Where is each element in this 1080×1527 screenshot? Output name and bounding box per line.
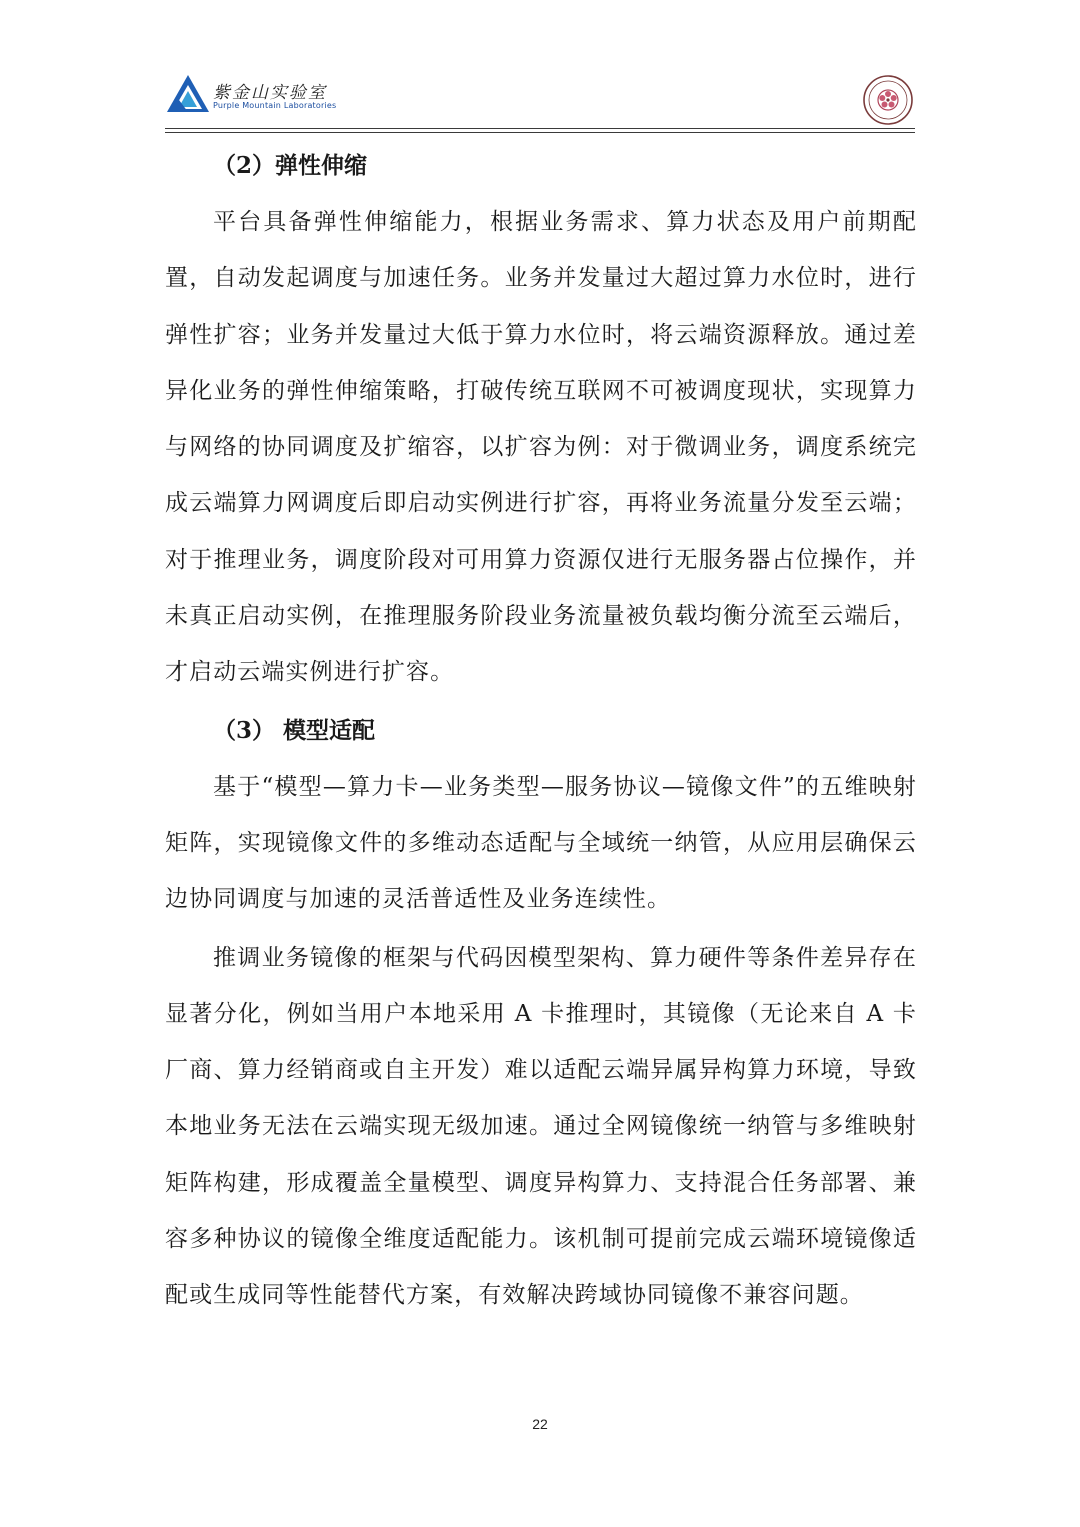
- page-number: 22: [532, 1416, 548, 1432]
- mountain-logo-icon: [165, 72, 211, 116]
- lab-logo: [165, 72, 355, 122]
- paragraph: 基于“模型—算力卡—业务类型—服务协议—镜像文件”的五维映射矩阵，实现镜像文件的多维动态适配与全域统一纳管，从应用层确保云边协同调度与加速的灵活普适性及业务连续性。: [165, 773, 917, 913]
- header-divider: [165, 128, 915, 129]
- page-header: [0, 0, 1080, 130]
- paragraph: 平台具备弹性伸缩能力，根据业务需求、算力状态及用户前期配置，自动发起调度与加速任务。业务并发量过大超过算力水位时，进行弹性扩容；业务并发量过大低于算力水位时，将云端资源释放。通过差异化业务的弹性伸缩策略，打破传统互联网不可被调度现状，实现算力与网络的协同调度及扩缩容，以扩容为例：对于微调业务，调度系统完成云端算力网调度后即启动实例进行扩容，再将业务流量分发至云端；对于推理业务，调度阶段对可用算力资源仅进行无服务器占位操作，并未真正启动实例，在推理服务阶段业务流量被负载均衡分流至云端后，才启动云端实例进行扩容。: [165, 209, 917, 686]
- logo-english-name: Purple Mountain Laboratories: [213, 101, 337, 110]
- section-heading-model-adaptation: （3） 模型适配: [213, 716, 376, 744]
- circular-seal-icon: [862, 74, 914, 126]
- section-heading-elastic-scaling: （2）弹性伸缩: [213, 152, 368, 179]
- logo-chinese-name: 紫金山实验室: [213, 83, 327, 103]
- paragraph: 推调业务镜像的框架与代码因模型架构、算力硬件等条件差异存在显著分化，例如当用户本地采用 A 卡推理时，其镜像（无论来自 A 卡厂商、算力经销商或自主开发）难以适配云端异属异构算力环境，导致本地业务无法在云端实现无级加速。通过全网镜像统一纳管与多维映射矩阵构建，形成覆盖全量模型、调度异构算力、支持混合任务部署、兼容多种协议的镜像全维度适配能力。该机制可提前完成云端环境镜像适配或生成同等性能替代方案，有效解决跨域协同镜像不兼容问题。: [165, 944, 917, 1309]
- header-divider-thin: [165, 132, 915, 133]
- document-body: [165, 138, 917, 1324]
